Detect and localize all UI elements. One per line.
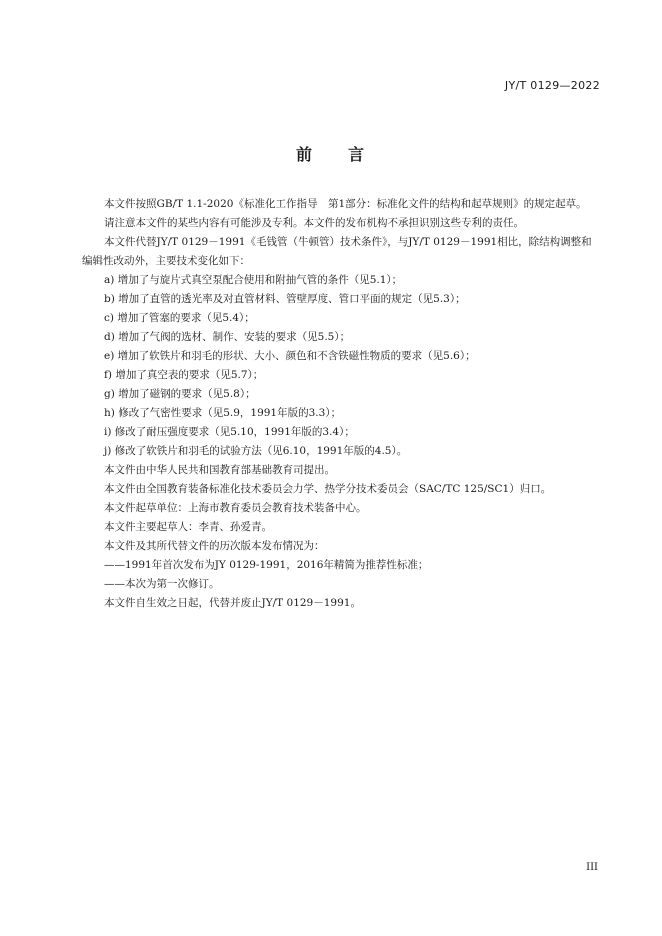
title-char-1: 前 xyxy=(295,145,314,164)
list-item: g) 增加了磁钢的要求（见5.8）； xyxy=(104,388,256,400)
paragraph-history-1991: ——1991年首次发布为JY 0129-1991，2016年精简为推荐性标准； xyxy=(104,559,429,571)
list-item: e) 增加了软铁片和羽毛的形状、大小、颜色和不含铁磁性物质的要求（见5.6）； xyxy=(104,350,476,362)
list-item: i) 修改了耐压强度要求（见5.10，1991年版的3.4）； xyxy=(104,426,355,438)
foreword-body xyxy=(82,195,602,613)
paragraph-history-revision: ——本次为第一次修订。 xyxy=(104,578,220,590)
paragraph-replacement: 本文件代替JY/T 0129－1991《毛钱管（牛顿管）技术条件》，与JY/T 0129－1991相比，除结构调整和编辑性改动外，主要技术变化如下： xyxy=(82,236,592,267)
list-item: j) 修改了软铁片和羽毛的试验方法（见6.10，1991年版的4.5）。 xyxy=(104,445,408,457)
page-title xyxy=(0,142,662,165)
document-code: JY/T 0129—2022 xyxy=(504,79,600,92)
paragraph-effective: 本文件自生效之日起，代替并废止JY/T 0129－1991。 xyxy=(104,597,361,609)
list-item: c) 增加了管塞的要求（见5.4）； xyxy=(104,312,255,324)
list-item: b) 增加了直管的透光率及对直管材料、管壁厚度、管口平面的规定（见5.3）； xyxy=(104,293,466,305)
page-number: III xyxy=(586,862,598,873)
paragraph-history-intro: 本文件及其所代替文件的历次版本发布情况为： xyxy=(104,540,325,552)
title-char-2: 言 xyxy=(348,145,367,164)
paragraph-centralized-by: 本文件由全国教育装备标准化技术委员会力学、热学分技术委员会（SAC/TC 125/SC1）归口。 xyxy=(104,483,552,495)
list-item: a) 增加了与旋片式真空泵配合使用和附抽气管的条件（见5.1）； xyxy=(104,274,403,286)
paragraph-drafters: 本文件主要起草人：李青、孙爱青。 xyxy=(104,521,272,533)
paragraph-patent-notice: 请注意本文件的某些内容有可能涉及专利。本文件的发布机构不承担识别这些专利的责任。 xyxy=(104,217,524,229)
paragraph-drafting-unit: 本文件起草单位：上海市教育委员会教育技术装备中心。 xyxy=(104,502,367,514)
changes-list xyxy=(82,271,602,461)
list-item: h) 修改了气密性要求（见5.9，1991年版的3.3）； xyxy=(104,407,342,419)
paragraph-proposed-by: 本文件由中华人民共和国教育部基础教育司提出。 xyxy=(104,464,335,476)
list-item: f) 增加了真空表的要求（见5.7）； xyxy=(104,369,264,381)
list-item: d) 增加了气阀的选材、制作、安装的要求（见5.5）； xyxy=(104,331,351,343)
paragraph-drafting-rules: 本文件按照GB/T 1.1-2020《标准化工作指导 第1部分：标准化文件的结构和起草规则》的规定起草。 xyxy=(104,198,587,210)
